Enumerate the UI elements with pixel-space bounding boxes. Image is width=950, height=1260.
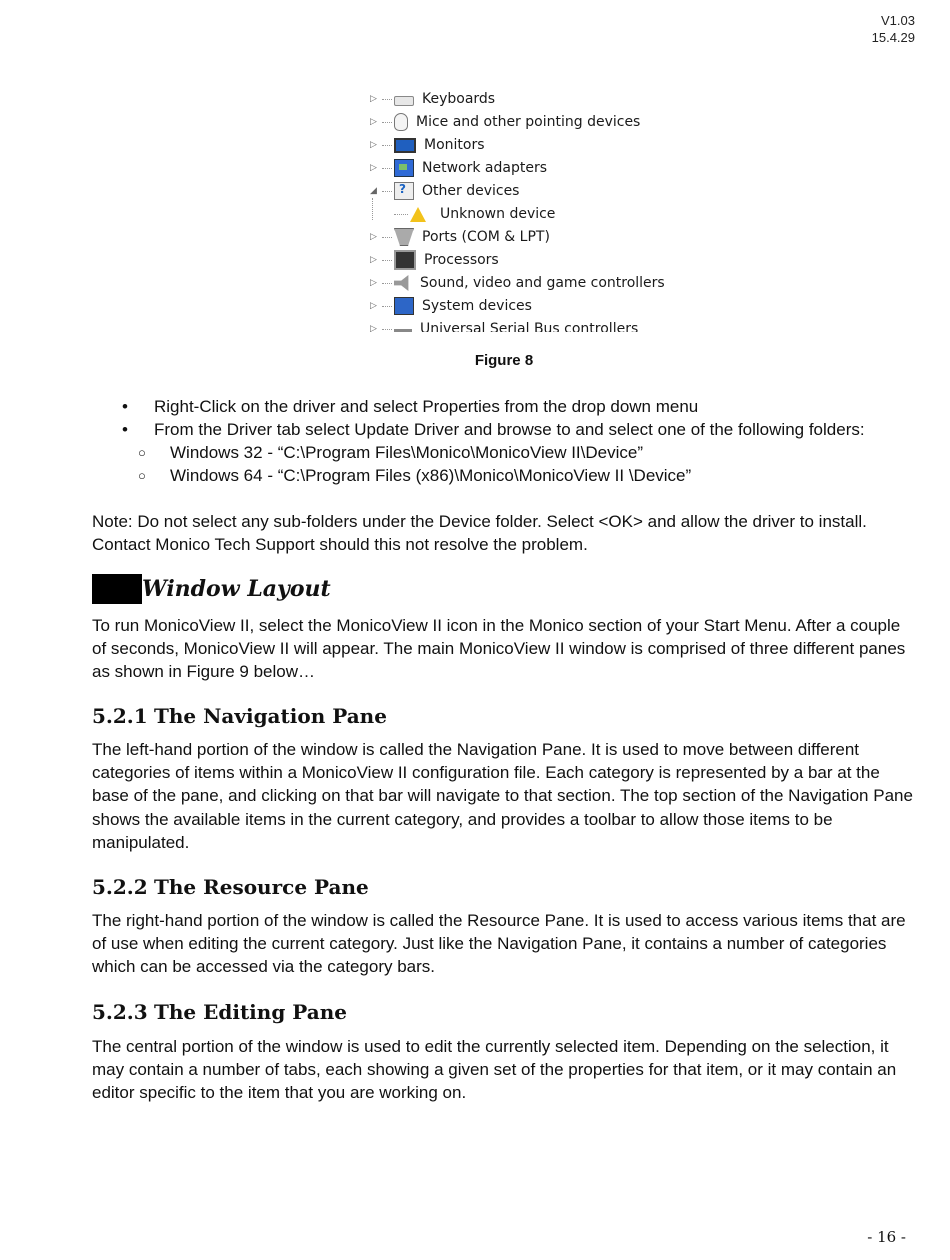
tree-item-unknown-device — [392, 203, 555, 225]
section-title: Window Layout — [142, 576, 331, 602]
redacted-section-number — [92, 574, 142, 604]
circle-bullet-icon: ○ — [138, 445, 146, 460]
expand-arrow-icon: ▷ — [370, 324, 377, 332]
subsection-heading-navigation-pane — [92, 704, 387, 728]
instruction-list — [122, 395, 865, 487]
tree-item-processors — [366, 249, 499, 271]
tree-item-label: Network adapters — [422, 160, 547, 176]
other-devices-icon — [394, 182, 414, 200]
sub-list-item: ○ Windows 32 - “C:\Program Files\Monico\MonicoView II\Device” — [138, 443, 643, 462]
expand-arrow-icon: ▷ — [370, 255, 377, 265]
tree-item-other-devices — [366, 180, 519, 202]
tree-item-label: Other devices — [422, 183, 520, 199]
collapse-arrow-icon: ◢ — [370, 186, 377, 196]
tree-item-label: Universal Serial Bus controllers — [420, 321, 639, 332]
tree-item-label: Unknown device — [440, 206, 556, 222]
subsection-title: The Navigation Pane — [154, 704, 387, 728]
tree-item-label: System devices — [422, 298, 532, 314]
expand-arrow-icon: ▷ — [370, 301, 377, 311]
tree-item-label: Ports (COM & LPT) — [422, 229, 550, 245]
circle-bullet-icon: ○ — [138, 468, 146, 483]
note-paragraph: Note: Do not select any sub-folders under the Device folder. Select <OK> and allow the driver to install. Contact Monico Tech Support should this not resolve the problem. — [92, 512, 867, 555]
warning-icon — [410, 207, 426, 222]
section-intro-paragraph: To run MonicoView II, select the MonicoView II icon in the Monico section of your Start Menu. After a couple of seconds, MonicoView II will appear. The main MonicoView II window is comprised of three different panes as shown in Figure 9 below… — [92, 616, 906, 682]
tree-item-label: Processors — [424, 252, 499, 268]
keyboard-icon — [394, 96, 414, 106]
device-manager-figure — [366, 86, 666, 332]
tree-item-mice — [366, 111, 640, 133]
navigation-pane-paragraph: The left-hand portion of the window is called the Navigation Pane. It is used to move between different categories of items within a MonicoView II configuration file. Each category is represented by a bar at the base of the pane, and clicking on that bar will navigate to that section. The top section of the Navigation Pane shows the available items in the current category, and provides a toolbar to allow those items to be manipulated. — [92, 740, 913, 852]
bullet-icon: • — [122, 420, 128, 439]
editing-pane-paragraph: The central portion of the window is used to edit the currently selected item. Depending on the selection, it may contain a number of tabs, each showing a given set of the properties for that item, or it may contain an editor specific to the item that you are working on. — [92, 1037, 897, 1103]
tree-item-monitors — [366, 134, 485, 156]
figure-caption: Figure 8 — [474, 352, 534, 369]
bullet-icon: • — [122, 397, 128, 416]
expand-arrow-icon: ▷ — [370, 163, 377, 173]
tree-item-keyboards — [366, 88, 495, 110]
mouse-icon — [394, 113, 408, 131]
processor-icon — [394, 250, 416, 270]
usb-icon — [394, 329, 412, 332]
list-item: • Right-Click on the driver and select Properties from the drop down menu — [122, 397, 699, 416]
version-number: V1.03 — [881, 13, 915, 28]
expand-arrow-icon: ▷ — [370, 94, 377, 104]
system-devices-icon — [394, 297, 414, 315]
list-item: • From the Driver tab select Update Driver and browse to and select one of the following folders: — [122, 420, 865, 439]
subsection-heading-resource-pane — [92, 875, 369, 899]
expand-arrow-icon: ▷ — [370, 232, 377, 242]
tree-item-ports — [366, 226, 550, 248]
network-adapter-icon — [394, 159, 414, 177]
tree-item-label: Sound, video and game controllers — [420, 275, 665, 291]
speaker-icon — [394, 275, 412, 291]
subsection-number: 5.2.2 — [92, 875, 148, 899]
subsection-title: The Editing Pane — [154, 1000, 347, 1024]
subsection-heading-editing-pane — [92, 1000, 347, 1024]
tree-item-sound — [366, 272, 665, 294]
tree-item-usb — [366, 318, 638, 332]
tree-item-system-devices — [366, 295, 532, 317]
tree-item-label: Mice and other pointing devices — [416, 114, 641, 130]
tree-item-label: Monitors — [424, 137, 485, 153]
version-date: 15.4.29 — [871, 30, 915, 45]
section-heading — [92, 574, 331, 604]
expand-arrow-icon: ▷ — [370, 140, 377, 150]
version-header — [872, 12, 915, 46]
port-icon — [394, 228, 414, 246]
tree-item-label: Keyboards — [422, 91, 496, 107]
monitor-icon — [394, 138, 416, 153]
expand-arrow-icon: ▷ — [370, 278, 377, 288]
subsection-number: 5.2.1 — [92, 704, 148, 728]
page-number: - 16 - — [867, 1228, 906, 1246]
expand-arrow-icon: ▷ — [370, 117, 377, 127]
subsection-number: 5.2.3 — [92, 1000, 148, 1024]
tree-item-network-adapters — [366, 157, 547, 179]
sub-list-item: ○ Windows 64 - “C:\Program Files (x86)\Monico\MonicoView II \Device” — [138, 466, 692, 485]
resource-pane-paragraph: The right-hand portion of the window is called the Resource Pane. It is used to access various items that are of use when editing the current category. Just like the Navigation Pane, it contains a number of categories which can be accessed via the category bars. — [92, 911, 906, 977]
subsection-title: The Resource Pane — [154, 875, 369, 899]
